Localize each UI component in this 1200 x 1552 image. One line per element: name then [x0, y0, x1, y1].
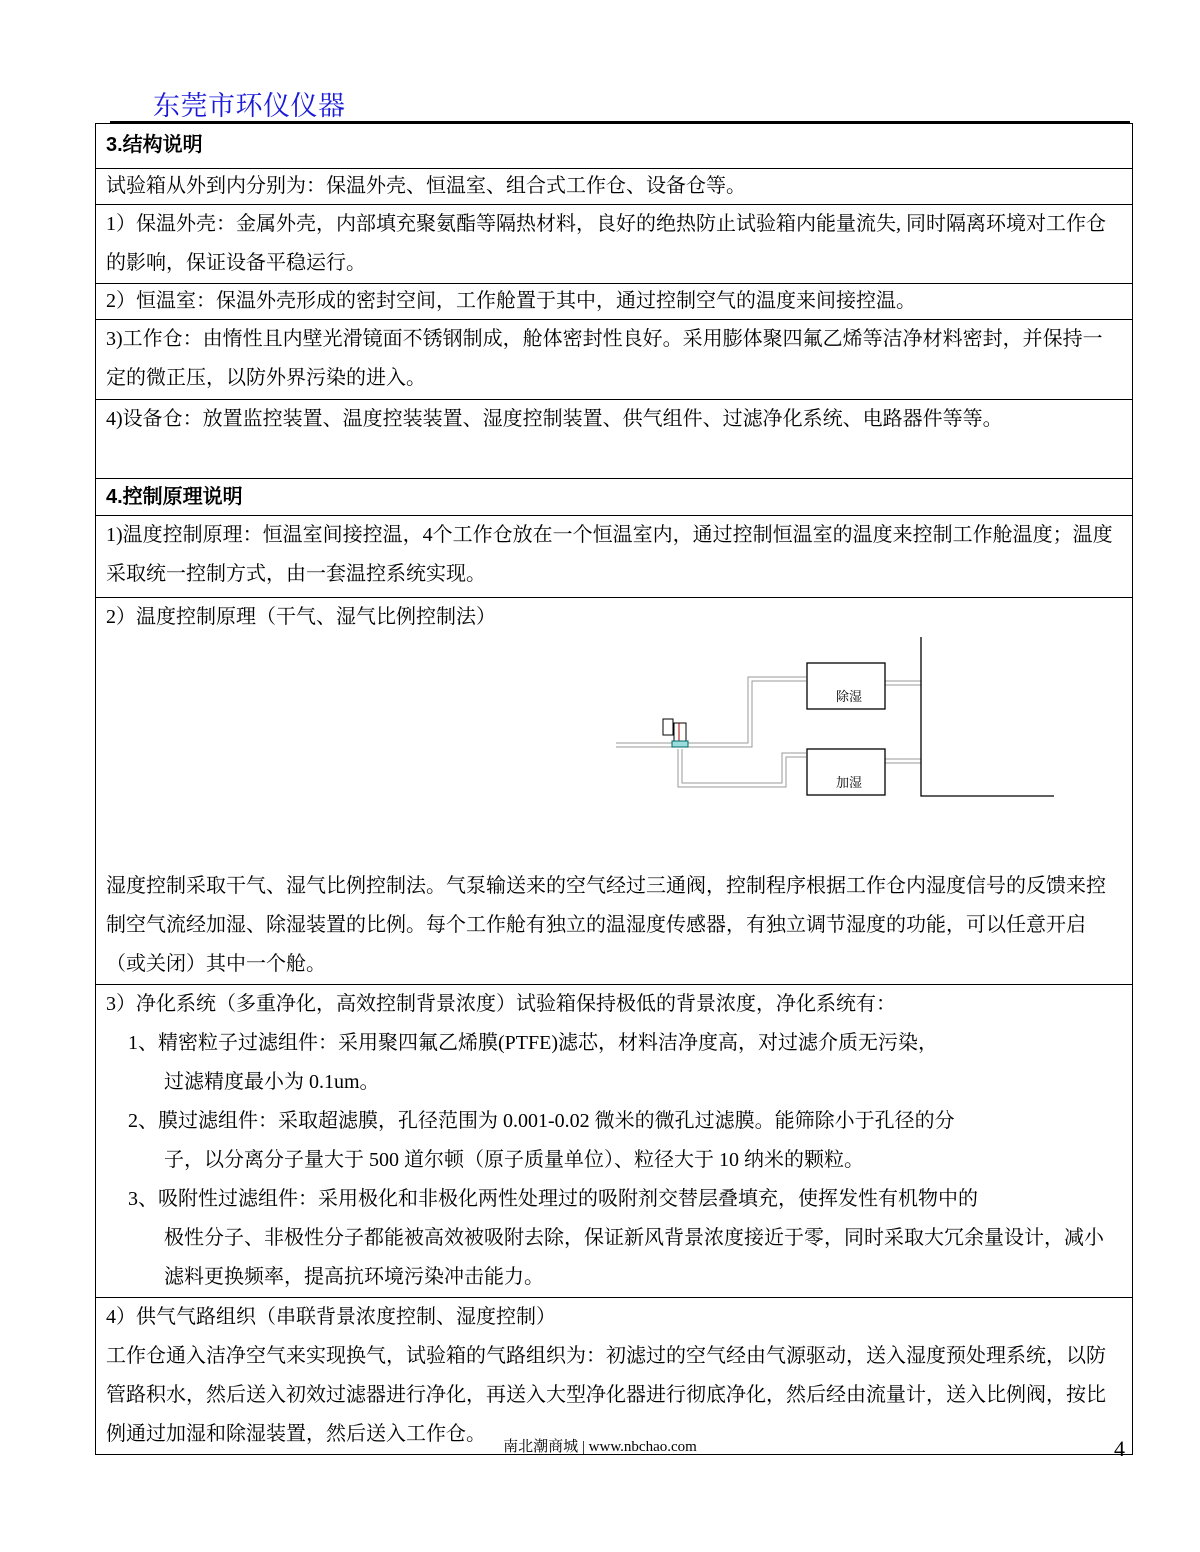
filter-item-cont: 子，以分离分子量大于 500 道尔顿（原子质量单位）、粒径大于 10 纳米的颗粒。	[164, 1149, 864, 1171]
filter-item-cont: 过滤精度最小为 0.1um。	[164, 1071, 380, 1093]
filter-item	[106, 1102, 1122, 1180]
section-3-item-1: 1）保温外壳：金属外壳，内部填充聚氨酯等隔热材料，良好的绝热防止试验箱内能量流失, 同时隔离环境对工作仓的影响，保证设备平稳运行。	[96, 205, 1133, 284]
footer-site: 南北潮商城 | www.nbchao.com	[503, 1439, 697, 1455]
section-4-item-2-text: 湿度控制采取干气、湿气比例控制法。气泵输送来的空气经过三通阀，控制程序根据工作仓内湿度信号的反馈来控制空气流经加湿、除湿装置的比例。每个工作舱有独立的温湿度传感器，有独立调节湿度的功能，可以任意开启（或关闭）其中一个舱。	[106, 875, 1106, 975]
section-4-item-1: 1)温度控制原理：恒温室间接控温，4个工作仓放在一个恒温室内，通过控制恒温室的温度来控制工作舱温度；温度采取统一控制方式，由一套温控系统实现。	[96, 516, 1133, 598]
section-4-item-2-title: 2）温度控制原理（干气、湿气比例控制法）	[106, 606, 496, 628]
pipe-diagram	[106, 637, 1124, 867]
section-4-item-3	[96, 985, 1133, 1298]
section-3-item-4: 4)设备仓：放置监控装置、温度控装装置、湿度控制装置、供气组件、过滤净化系统、电路器件等等。	[96, 400, 1133, 479]
humidity-control-diagram	[106, 637, 1122, 867]
filter-item-text: 1、精密粒子过滤组件：采用聚四氟乙烯膜(PTFE)滤芯，材料洁净度高，对过滤介质无污染，	[128, 1032, 938, 1054]
section-4-item-4-title: 4）供气气路组织（串联背景浓度控制、湿度控制）	[106, 1306, 556, 1328]
section-3-item-2: 2）恒温室：保温外壳形成的密封空间，工作舱置于其中，通过控制空气的温度来间接控温。	[96, 284, 1133, 320]
section-3-intro: 试验箱从外到内分别为：保温外壳、恒温室、组合式工作仓、设备仓等。	[96, 169, 1133, 205]
humidify-label: 加湿	[836, 775, 863, 790]
dehumidify-label: 除湿	[836, 689, 863, 704]
section-3-title: 3.结构说明	[96, 124, 1133, 169]
brand-title: 东莞市环仪仪器	[153, 91, 346, 121]
filter-item-cont: 极性分子、非极性分子都能被高效被吸附去除，保证新风背景浓度接近于零，同时采取大冗余量设计，减小滤料更换频率，提高抗环境污染冲击能力。	[164, 1227, 1104, 1288]
section-3-item-3: 3)工作仓：由惰性且内壁光滑镜面不锈钢制成，舱体密封性良好。采用膨体聚四氟乙烯等洁净材料密封，并保持一定的微正压，以防外界污染的进入。	[96, 320, 1133, 400]
section-4-item-4-text: 工作仓通入洁净空气来实现换气，试验箱的气路组织为：初滤过的空气经由气源驱动，送入湿度预处理系统，以防管路积水，然后送入初效过滤器进行净化，再送入大型净化器进行彻底净化，然后经由流量计，送入比例阀，按比例通过加湿和除湿装置，然后送入工作仓。	[106, 1345, 1106, 1445]
spec-table	[95, 123, 1133, 1455]
section-4-item-3-title: 3）净化系统（多重净化，高效控制背景浓度）试验箱保持极低的背景浓度，净化系统有：	[106, 993, 896, 1015]
filter-item	[106, 1180, 1122, 1297]
section-4-item-2	[96, 598, 1133, 985]
filter-item-text: 3、吸附性过滤组件：采用极化和非极化两性处理过的吸附剂交替层叠填充，使挥发性有机物中的	[128, 1188, 978, 1210]
section-4-title: 4.控制原理说明	[96, 479, 1133, 516]
page-number: 4	[1114, 1436, 1125, 1461]
section-4-item-4	[96, 1298, 1133, 1455]
filter-item	[106, 1024, 1122, 1102]
filter-item-text: 2、膜过滤组件：采取超滤膜，孔径范围为 0.001-0.02 微米的微孔过滤膜。能筛除小于孔径的分	[128, 1110, 955, 1132]
